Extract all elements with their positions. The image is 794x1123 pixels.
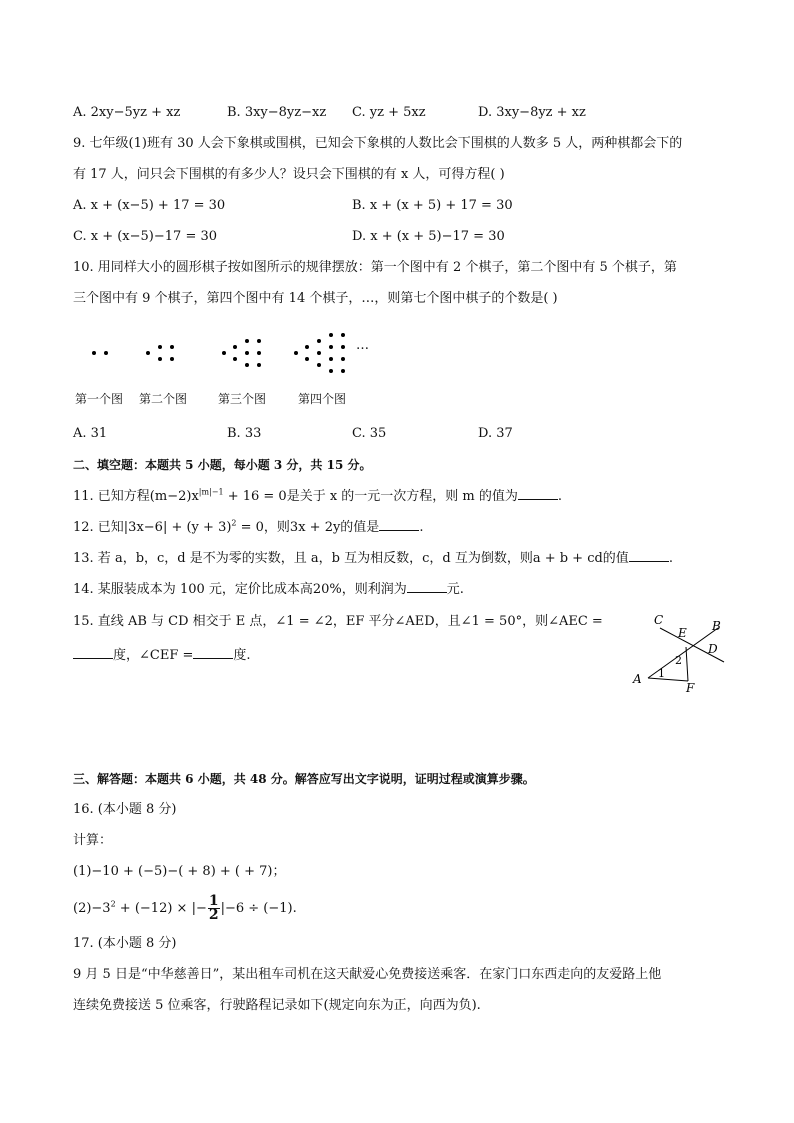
label-d: D xyxy=(708,642,718,656)
q13-text-body: 13. 若 a，b，c，d 是不为零的实数，且 a，b 互为相反数，c，d 互为倒数，则a + b + cd的值 xyxy=(73,551,629,566)
chess-piece-dot xyxy=(146,351,150,355)
q17-text-line1: 9 月 5 日是“中华慈善日”，某出租车司机在这天献爱心免费接送乘客．在家门口东西走向的友爱路上他 xyxy=(73,967,662,982)
fraction-one-half xyxy=(208,895,220,922)
q12-answer-blank[interactable] xyxy=(379,518,419,531)
pattern-ellipsis: … xyxy=(356,338,369,353)
q13-text-end: . xyxy=(668,551,673,566)
chess-piece-dot xyxy=(317,363,321,367)
q13-answer-blank[interactable] xyxy=(629,549,669,562)
chess-piece-dot xyxy=(294,351,298,355)
q11-text-pre: 11. 已知方程(m−2)x xyxy=(73,489,199,504)
chess-piece-dot xyxy=(305,345,309,349)
q15-text-line2 xyxy=(73,646,251,665)
chess-piece-dot xyxy=(329,369,333,373)
figure-caption-3: 第三个图 xyxy=(218,392,267,406)
segment-af xyxy=(648,678,688,681)
q10-text-line2: 三个图中有 9 个棋子，第四个图中有 14 个棋子，…，则第七个图中棋子的个数是( ) xyxy=(73,291,558,306)
chess-piece-dot xyxy=(245,339,249,343)
q11-text-post: + 16 = 0是关于 x 的一元一次方程，则 m 的值为 xyxy=(223,489,518,504)
chess-piece-dot xyxy=(329,333,333,337)
q16-part2-exponent: 2 xyxy=(110,899,116,909)
chess-piece-dot xyxy=(329,345,333,349)
q12-text-pre: 12. 已知|3x−6| + (y + 3) xyxy=(73,520,232,535)
q10-option-d: D. 37 xyxy=(478,426,513,441)
q14-text xyxy=(73,580,464,599)
q16-part2-post: |−6 ÷ (−1). xyxy=(220,901,297,916)
chess-piece-dot xyxy=(341,345,345,349)
fraction-denominator: 2 xyxy=(208,907,219,923)
chess-piece-dot xyxy=(170,345,174,349)
label-b: B xyxy=(712,619,721,633)
q11-text xyxy=(73,487,562,506)
q9-option-c: C. x + (x−5)−17 = 30 xyxy=(73,229,218,244)
q11-text-end: . xyxy=(557,489,563,504)
q16-part2 xyxy=(73,895,297,922)
label-e: E xyxy=(678,626,687,640)
q15-text-mid: 度，∠CEF = xyxy=(113,648,194,663)
q16-part2-mid: + (−12) × |− xyxy=(115,901,207,916)
chess-piece-dot xyxy=(245,351,249,355)
q14-text-body: 14. 某服装成本为 100 元，定价比成本高20%，则利润为 xyxy=(73,582,407,597)
chess-piece-dot xyxy=(92,351,96,355)
q10-text-line1: 10. 用同样大小的圆形棋子按如图所示的规律摆放：第一个图中有 2 个棋子，第二个图中有 5 个棋子，第 xyxy=(73,260,677,275)
angle-label-1: 1 xyxy=(658,667,665,680)
chess-piece-dot xyxy=(341,369,345,373)
q15-text-line1: 15. 直线 AB 与 CD 相交于 E 点，∠1 = ∠2，EF 平分∠AED，且∠1 = 50°，则∠AEC = xyxy=(73,614,603,629)
fraction-numerator: 1 xyxy=(208,893,219,909)
figure-caption-1: 第一个图 xyxy=(75,392,124,406)
q15-answer-blank-2[interactable] xyxy=(193,646,233,659)
figure-caption-4: 第四个图 xyxy=(298,392,347,406)
q12-text-end: . xyxy=(419,520,424,535)
q9-option-b: B. x + (x + 5) + 17 = 30 xyxy=(352,198,513,213)
q15-answer-blank-1[interactable] xyxy=(73,646,113,659)
figure-caption-2: 第二个图 xyxy=(139,392,188,406)
q12-text-post: = 0，则3x + 2y的值是 xyxy=(236,520,380,535)
q9-option-d: D. x + (x + 5)−17 = 30 xyxy=(352,229,505,244)
q8-option-a: A. 2xy−5yz + xz xyxy=(73,105,181,120)
chess-piece-dot xyxy=(233,357,237,361)
chess-piece-dot xyxy=(245,363,249,367)
chess-piece-dot xyxy=(317,339,321,343)
chess-piece-dot xyxy=(104,351,108,355)
chess-piece-dot xyxy=(233,345,237,349)
chess-piece-dot xyxy=(257,351,261,355)
chess-piece-dot xyxy=(158,357,162,361)
chess-piece-dot xyxy=(257,339,261,343)
q11-answer-blank[interactable] xyxy=(518,487,558,500)
chess-piece-dot xyxy=(158,345,162,349)
q10-option-a: A. 31 xyxy=(73,426,108,441)
q8-option-d: D. 3xy−8yz + xz xyxy=(478,105,586,120)
q9-text-line1: 9. 七年级(1)班有 30 人会下象棋或围棋，已知会下象棋的人数比会下围棋的人数多 5 人，两种棋都会下的 xyxy=(73,136,683,151)
q8-option-b: B. 3xy−8yz−xz xyxy=(227,105,327,120)
q10-option-c: C. 35 xyxy=(352,426,387,441)
label-c: C xyxy=(654,613,664,627)
section-3-heading: 三、解答题：本题共 6 小题，共 48 分。解答应写出文字说明，证明过程或演算步骤。 xyxy=(73,772,535,786)
q14-text-end: 元. xyxy=(446,582,464,597)
chess-piece-dot xyxy=(341,357,345,361)
chess-piece-dot xyxy=(170,357,174,361)
chess-piece-dot xyxy=(317,351,321,355)
chess-piece-dot xyxy=(257,363,261,367)
geometry-figure xyxy=(628,610,728,694)
q9-text-line2: 有 17 人，问只会下围棋的有多少人？设只会下围棋的有 x 人，可得方程( ) xyxy=(73,167,505,182)
section-2-heading: 二、填空题：本题共 5 小题，每小题 3 分，共 15 分。 xyxy=(73,458,372,472)
q10-option-b: B. 33 xyxy=(227,426,262,441)
chess-piece-dot xyxy=(305,357,309,361)
q16-part2-pre: (2)−3 xyxy=(73,901,111,916)
q12-text xyxy=(73,518,423,537)
q14-answer-blank[interactable] xyxy=(407,580,447,593)
q16-title: 16. (本小题 8 分) xyxy=(73,802,177,817)
angle-label-2: 2 xyxy=(675,654,682,667)
q17-text-line2: 连续免费接送 5 位乘客，行驶路程记录如下(规定向东为正，向西为负). xyxy=(73,998,481,1013)
q16-part1: (1)−10 + (−5)−( + 8) + ( + 7)； xyxy=(73,864,286,879)
chess-piece-dot xyxy=(341,333,345,337)
q17-title: 17. (本小题 8 分) xyxy=(73,936,177,951)
q13-text xyxy=(73,549,673,568)
q15-text-end: 度. xyxy=(233,648,251,663)
q11-exponent: |m|−1 xyxy=(198,487,224,497)
q8-option-c: C. yz + 5xz xyxy=(352,105,426,120)
chess-piece-dot xyxy=(329,357,333,361)
chess-piece-dot xyxy=(222,351,226,355)
q9-option-a: A. x + (x−5) + 17 = 30 xyxy=(73,198,226,213)
q12-exponent: 2 xyxy=(231,518,237,528)
label-a: A xyxy=(633,672,642,686)
q16-prompt: 计算： xyxy=(73,833,113,848)
ray-ef xyxy=(686,647,688,681)
label-f: F xyxy=(686,681,695,694)
